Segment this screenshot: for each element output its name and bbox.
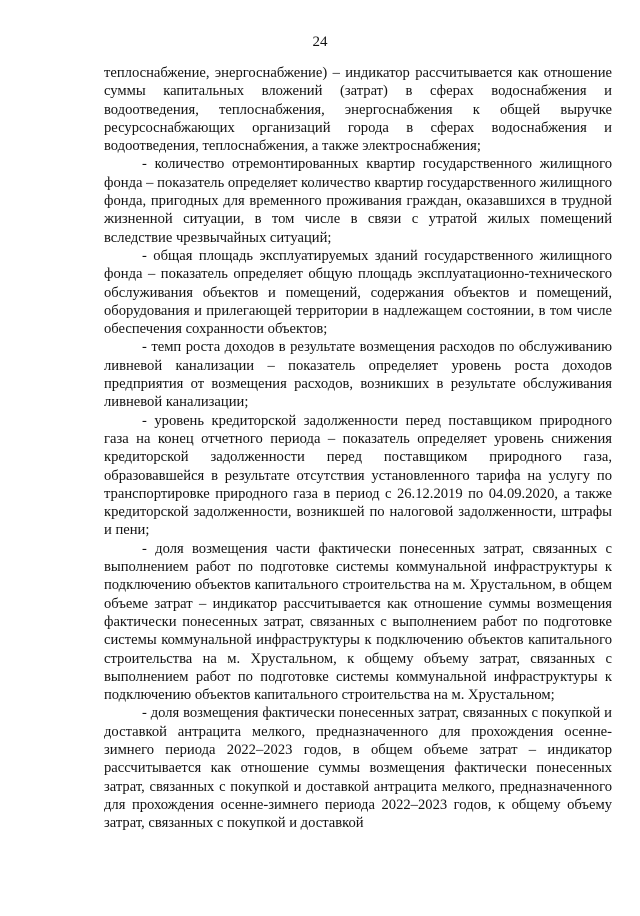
paragraph-gas-debt: - уровень кредиторской задолженности перед поставщиком природного газа на конец отчетного периода – показатель определяет уровень снижения кредиторской задолженности перед поставщиком природного газа, образовавшейся в результате отсутствия установленного тарифа на услугу по транспортировке природного газа в период с 26.12.2019 по 04.09.2020, а также кредиторской задолженности, возникшей по налоговой задолженности, штрафы и пени; (104, 412, 612, 539)
paragraph-khrustalny-infrastructure: - доля возмещения части фактически понесенных затрат, связанных с выполнением работ по подготовке системы коммунальной инфраструктуры к подключению объектов капитального строительства на м. Хрустальном, в общем объеме затрат – индикатор рассчитывается как отношение суммы возмещения фактически понесенных затрат, связанных с выполнением работ по подготовке системы коммунальной инфраструктуры к подключению объектов капитального строительства на м. Хрустальном, к общему объему затрат, связанных с выполнением работ по подготовке системы коммунальной инфраструктуры к подключению объектов капитального строительства на м. Хрустальном; (104, 540, 612, 704)
paragraph-operated-area: - общая площадь эксплуатируемых зданий государственного жилищного фонда – показатель определяет общую площадь эксплуатационно-технического обслуживания объектов и помещений, содержания объектов и помещений, оборудования и прилегающей территории в надлежащем состоянии, в том числе обеспечения сохранности объектов; (104, 247, 612, 338)
paragraph-anthracite-costs: - доля возмещения фактически понесенных затрат, связанных с покупкой и доставкой антрацита мелкого, предназначенного для прохождения осенне-зимнего периода 2022–2023 годов, в общем объеме затрат – индикатор рассчитывается как отношение суммы возмещения фактически понесенных затрат, связанных с покупкой и доставкой антрацита мелкого, предназначенного для прохождения осенне-зимнего периода 2022–2023 годов, к общему объему затрат, связанных с покупкой и доставкой (104, 705, 612, 832)
page-number: 24 (312, 34, 328, 50)
paragraph-capex-indicator: теплоснабжение, энергоснабжение) – индикатор рассчитывается как отношение суммы капитальных вложений (затрат) в сферах водоснабжения и водоотведения, теплоснабжения, энергоснабжения к общей выручке ресурсоснабжающих организаций города в сферах водоснабжения и водоотведения, теплоснабжения, а также электроснабжения; (104, 65, 612, 155)
paragraph-storm-sewer-revenue: - темп роста доходов в результате возмещения расходов по обслуживанию ливневой канализации – показатель определяет уровень роста доходов предприятия от возмещения расходов, возникших в результате обслуживания ливневой канализации; (104, 339, 612, 411)
document-body (104, 64, 612, 832)
paragraph-repaired-apartments: - количество отремонтированных квартир государственного жилищного фонда – показатель определяет количество квартир государственного жилищного фонда, пригодных для временного проживания граждан, оказавшихся в трудной жизненной ситуации, в том числе в связи с утратой жилых помещений вследствие чрезвычайных ситуаций; (104, 156, 612, 246)
